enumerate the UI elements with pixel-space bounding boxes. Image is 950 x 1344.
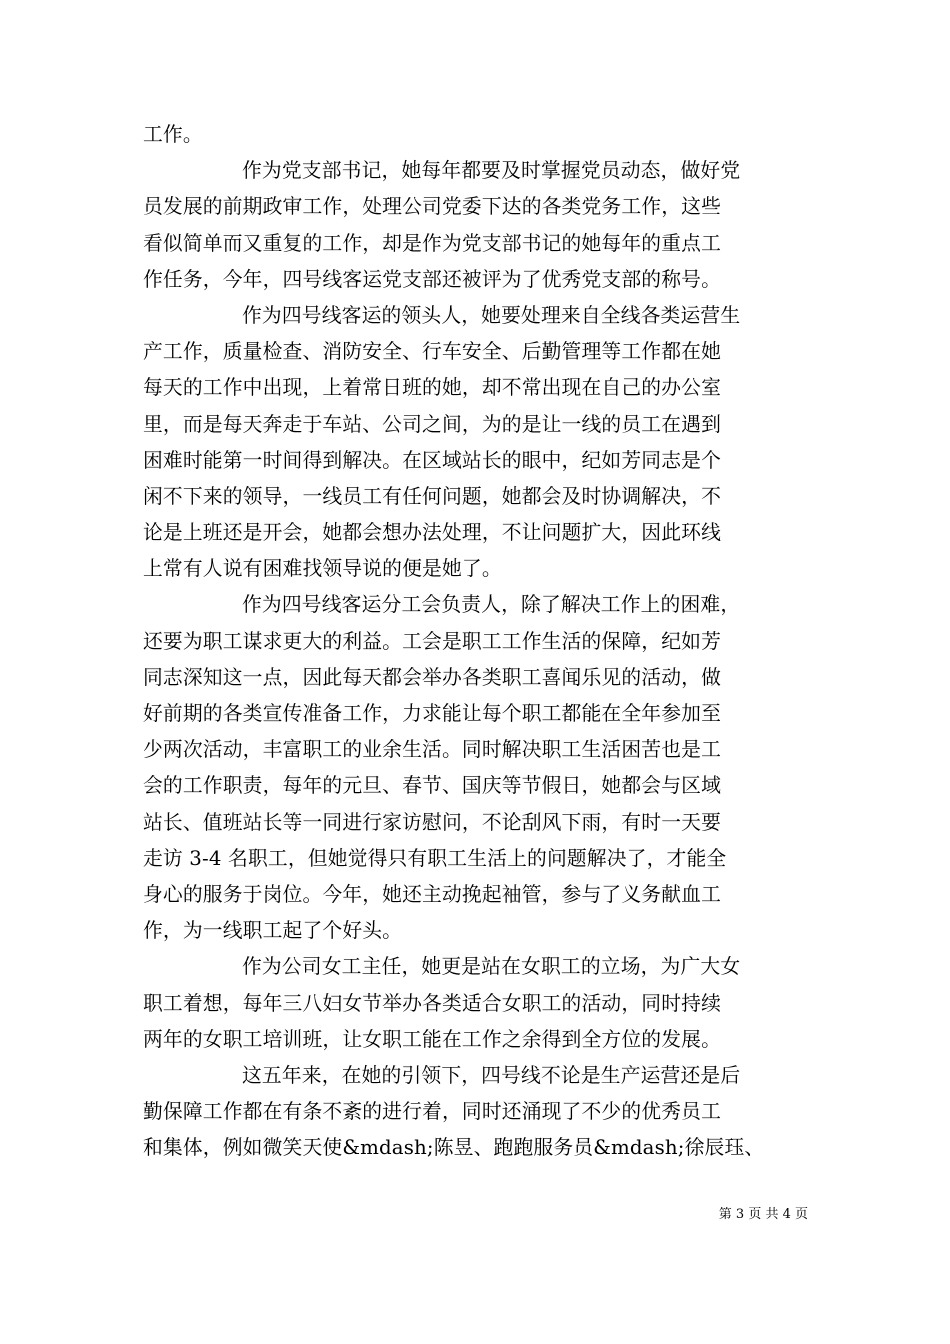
text-line: 两年的女职工培训班，让女职工能在工作之余得到全方位的发展。	[143, 1027, 722, 1051]
text-line: 站长、值班站长等一同进行家访慰问，不论刮风下雨，有时一天要	[143, 810, 722, 834]
page-number: 第 3 页 共 4 页	[718, 1207, 808, 1222]
paragraph-first-line: 作为公司女工主任，她更是站在女职工的立场，为广大女	[242, 955, 741, 979]
document-body	[143, 117, 808, 1166]
text-line: 和集体，例如微笑天使&mdash;陈昱、跑跑服务员&mdash;徐辰珏、	[143, 1136, 765, 1160]
paragraph-first-line: 作为四号线客运的领头人，她要处理来自全线各类运营生	[242, 303, 741, 327]
paragraph-first-line: 作为党支部书记，她每年都要及时掌握党员动态，做好党	[242, 159, 741, 183]
text-line: 少两次活动，丰富职工的业余生活。同时解决职工生活困苦也是工	[143, 738, 722, 762]
paragraph-first-line: 作为四号线客运分工会负责人，除了解决工作上的困难，	[242, 593, 741, 617]
text-line: 作，为一线职工起了个好头。	[143, 919, 403, 943]
text-line: 困难时能第一时间得到解决。在区域站长的眼中，纪如芳同志是个	[143, 448, 722, 472]
text-line: 上常有人说有困难找领导说的便是她了。	[143, 557, 502, 581]
text-line: 同志深知这一点，因此每天都会举办各类职工喜闻乐见的活动，做	[143, 665, 722, 689]
text-line: 论是上班还是开会，她都会想办法处理，不让问题扩大，因此环线	[143, 521, 722, 545]
text-line: 闲不下来的领导，一线员工有任何问题，她都会及时协调解决，不	[143, 484, 722, 508]
text-line: 勤保障工作都在有条不紊的进行着，同时还涌现了不少的优秀员工	[143, 1100, 722, 1124]
paragraph-first-line: 这五年来，在她的引领下，四号线不论是生产运营还是后	[242, 1063, 741, 1087]
text-line: 走访 3-4 名职工，但她觉得只有职工生活上的问题解决了，才能全	[143, 846, 727, 870]
text-line: 每天的工作中出现，上着常日班的她，却不常出现在自己的办公室	[143, 376, 722, 400]
text-line: 工作。	[143, 123, 203, 146]
text-line: 产工作，质量检查、消防安全、行车安全、后勤管理等工作都在她	[143, 340, 722, 364]
text-line: 看似简单而又重复的工作，却是作为党支部书记的她每年的重点工	[143, 231, 722, 255]
text-line: 作任务，今年，四号线客运党支部还被评为了优秀党支部的称号。	[143, 267, 722, 291]
text-line: 员发展的前期政审工作，处理公司党委下达的各类党务工作，这些	[143, 195, 722, 219]
text-line: 会的工作职责，每年的元旦、春节、国庆等节假日，她都会与区域	[143, 774, 722, 798]
text-line: 身心的服务于岗位。今年，她还主动挽起袖管，参与了义务献血工	[143, 882, 722, 906]
text-line: 职工着想，每年三八妇女节举办各类适合女职工的活动，同时持续	[143, 991, 722, 1015]
text-line: 里，而是每天奔走于车站、公司之间，为的是让一线的员工在遇到	[143, 412, 722, 436]
text-line: 还要为职工谋求更大的利益。工会是职工工作生活的保障，纪如芳	[143, 629, 722, 653]
text-line: 好前期的各类宣传准备工作，力求能让每个职工都能在全年参加至	[143, 702, 722, 725]
